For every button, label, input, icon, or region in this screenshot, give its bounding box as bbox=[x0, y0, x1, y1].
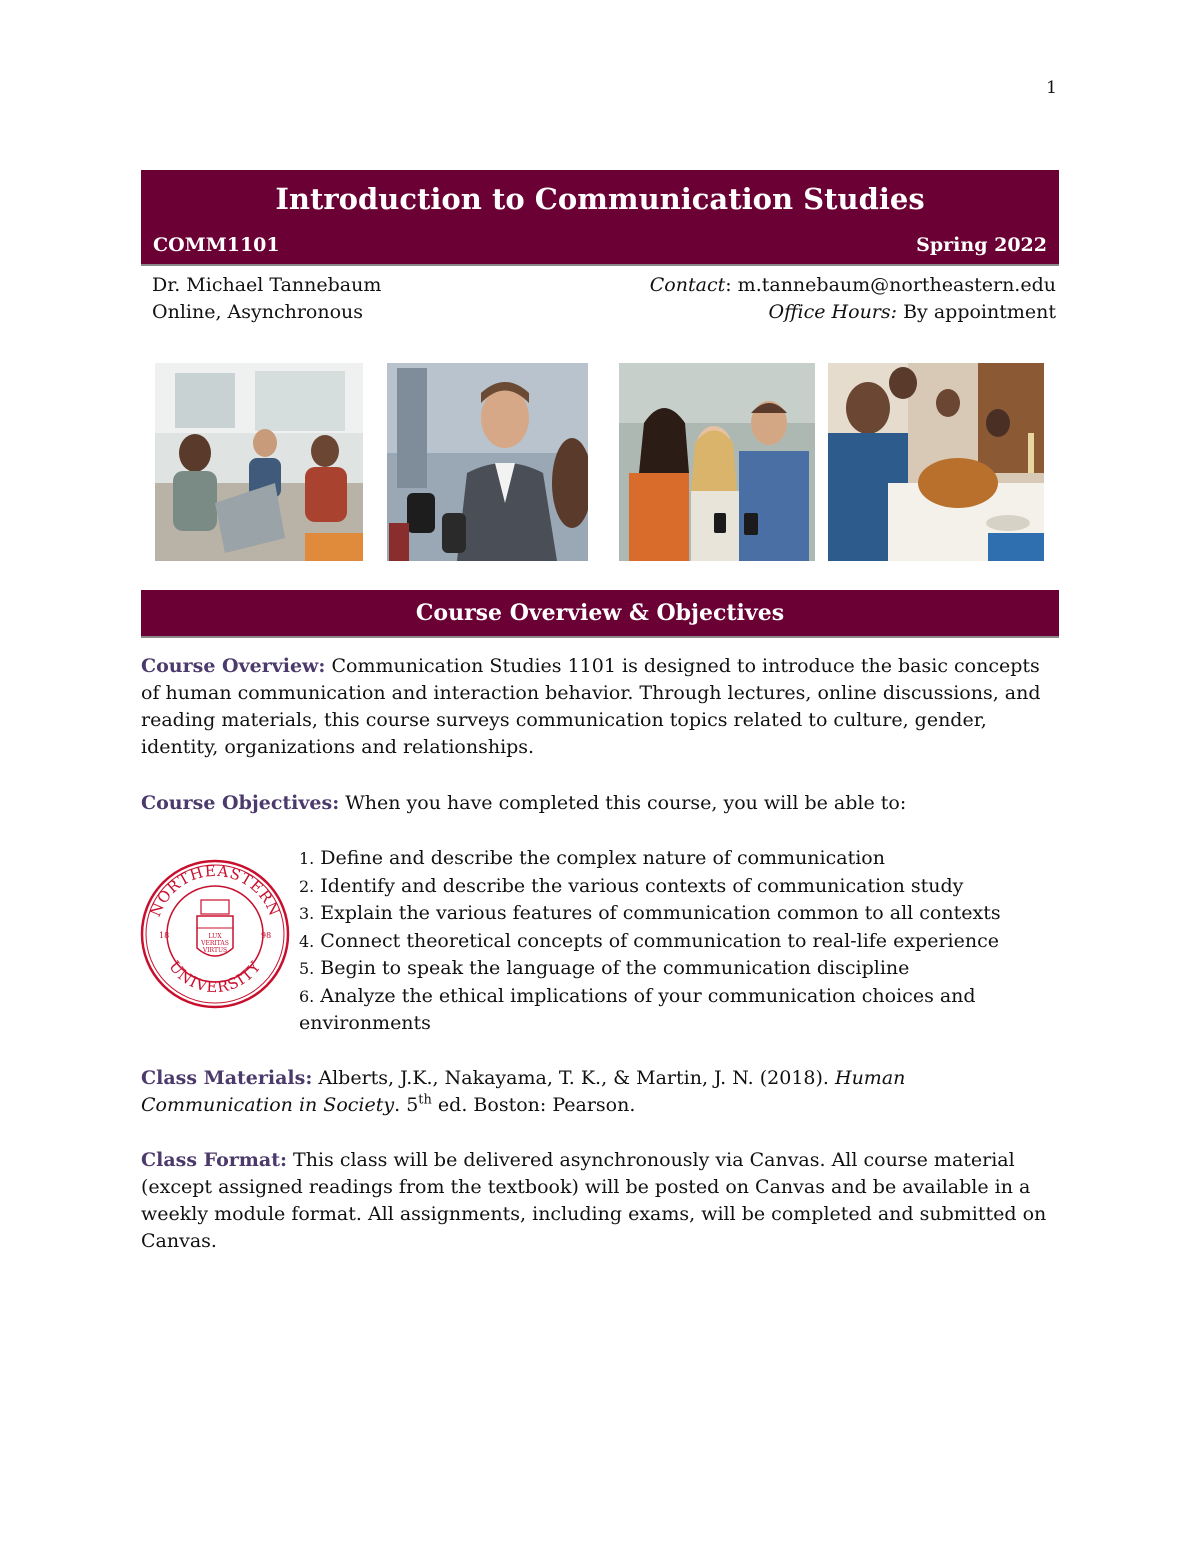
instructor-name: Dr. Michael Tannebaum bbox=[152, 274, 382, 296]
course-term: Spring 2022 bbox=[916, 234, 1047, 256]
objective-number: 4. bbox=[299, 931, 315, 951]
office-hours-line bbox=[650, 299, 1056, 326]
seal-motto-3: VIRTUS bbox=[202, 947, 228, 954]
course-code: COMM1101 bbox=[153, 234, 280, 256]
contact-line bbox=[650, 272, 1056, 299]
objective-item bbox=[299, 983, 1069, 1038]
seal-motto-1: LUX bbox=[208, 933, 222, 940]
overview-text: Communication Studies 1101 is designed to introduce the basic concepts of human communication and interaction behavior. Through lectures, online discussions, and reading materials, this course surveys communication topics related to culture, gender, identity, organizations and relationships. bbox=[141, 655, 1041, 758]
objective-item bbox=[299, 900, 1069, 928]
objective-item bbox=[299, 873, 1069, 901]
seal-year-left: 18 bbox=[159, 931, 170, 940]
materials-publisher: ed. Boston: Pearson. bbox=[431, 1094, 636, 1116]
objective-text: Define and describe the complex nature of communication bbox=[314, 847, 885, 869]
objective-text: Identify and describe the various contexts of communication study bbox=[314, 874, 964, 897]
office-hours-label: Office Hours: bbox=[768, 301, 898, 323]
objective-text: Begin to speak the language of the communication discipline bbox=[314, 957, 910, 979]
book-title: Human Communication in Society bbox=[141, 1067, 906, 1116]
seal-year-right: 98 bbox=[261, 931, 272, 940]
overview-label: Course Overview: bbox=[141, 655, 326, 677]
university-seal-logo bbox=[139, 858, 291, 1010]
objectives-list bbox=[299, 845, 1069, 1038]
contact-email[interactable]: m.tannebaum@northeastern.edu bbox=[737, 274, 1056, 296]
format-label: Class Format: bbox=[141, 1149, 287, 1171]
course-modality: Online, Asynchronous bbox=[152, 301, 364, 323]
objectives-intro-text: When you have completed this course, you will be able to: bbox=[339, 792, 907, 814]
seal-text-top: NORTHEASTERN bbox=[146, 861, 284, 920]
photo-group-meeting bbox=[155, 363, 363, 561]
course-overview bbox=[141, 653, 1061, 761]
title-banner bbox=[141, 170, 1059, 266]
objective-text: Analyze the ethical implications of your communication choices and environments bbox=[299, 984, 976, 1034]
objective-text: Connect theoretical concepts of communication to real-life experience bbox=[314, 929, 999, 952]
class-format bbox=[141, 1147, 1061, 1255]
section-heading: Course Overview & Objectives bbox=[141, 590, 1059, 638]
seal-text-bottom: UNIVERSITY bbox=[165, 957, 265, 997]
instructor-info bbox=[152, 272, 381, 326]
course-objectives-intro bbox=[141, 790, 1061, 817]
objective-number: 6. bbox=[299, 986, 315, 1006]
edition-superscript: th bbox=[418, 1092, 432, 1108]
page-number: 1 bbox=[1046, 78, 1057, 98]
materials-label: Class Materials: bbox=[141, 1067, 313, 1089]
objective-text: Explain the various features of communication common to all contexts bbox=[314, 902, 1001, 924]
photo-friends-phones bbox=[619, 363, 815, 561]
objective-item bbox=[299, 955, 1069, 983]
format-text: This class will be delivered asynchronously via Canvas. All course material (except assigned readings from the textbook) will be posted on Canvas and be available in a weekly module format. All assignments, including exams, will be completed and submitted on Canvas. bbox=[141, 1149, 1047, 1252]
objective-item bbox=[299, 845, 1069, 873]
course-title: Introduction to Communication Studies bbox=[275, 182, 925, 216]
contact-sep: : bbox=[725, 274, 738, 296]
objective-number: 1. bbox=[299, 849, 315, 868]
materials-edition: . 5 bbox=[394, 1094, 419, 1116]
objective-number: 3. bbox=[299, 904, 315, 923]
photo-press-interview bbox=[387, 363, 588, 561]
seal-motto-2: VERITAS bbox=[201, 940, 229, 947]
objective-item bbox=[299, 928, 1069, 956]
photo-family-dinner bbox=[828, 363, 1044, 561]
objective-number: 2. bbox=[299, 876, 315, 896]
objective-number: 5. bbox=[299, 959, 315, 978]
contact-info bbox=[650, 272, 1056, 326]
class-materials bbox=[141, 1065, 1061, 1119]
office-hours-value: By appointment bbox=[897, 301, 1056, 323]
materials-citation: Alberts, J.K., Nakayama, T. K., & Martin, J. N. (2018). bbox=[312, 1067, 835, 1089]
contact-label: Contact bbox=[649, 274, 726, 296]
objectives-label: Course Objectives: bbox=[141, 792, 340, 814]
